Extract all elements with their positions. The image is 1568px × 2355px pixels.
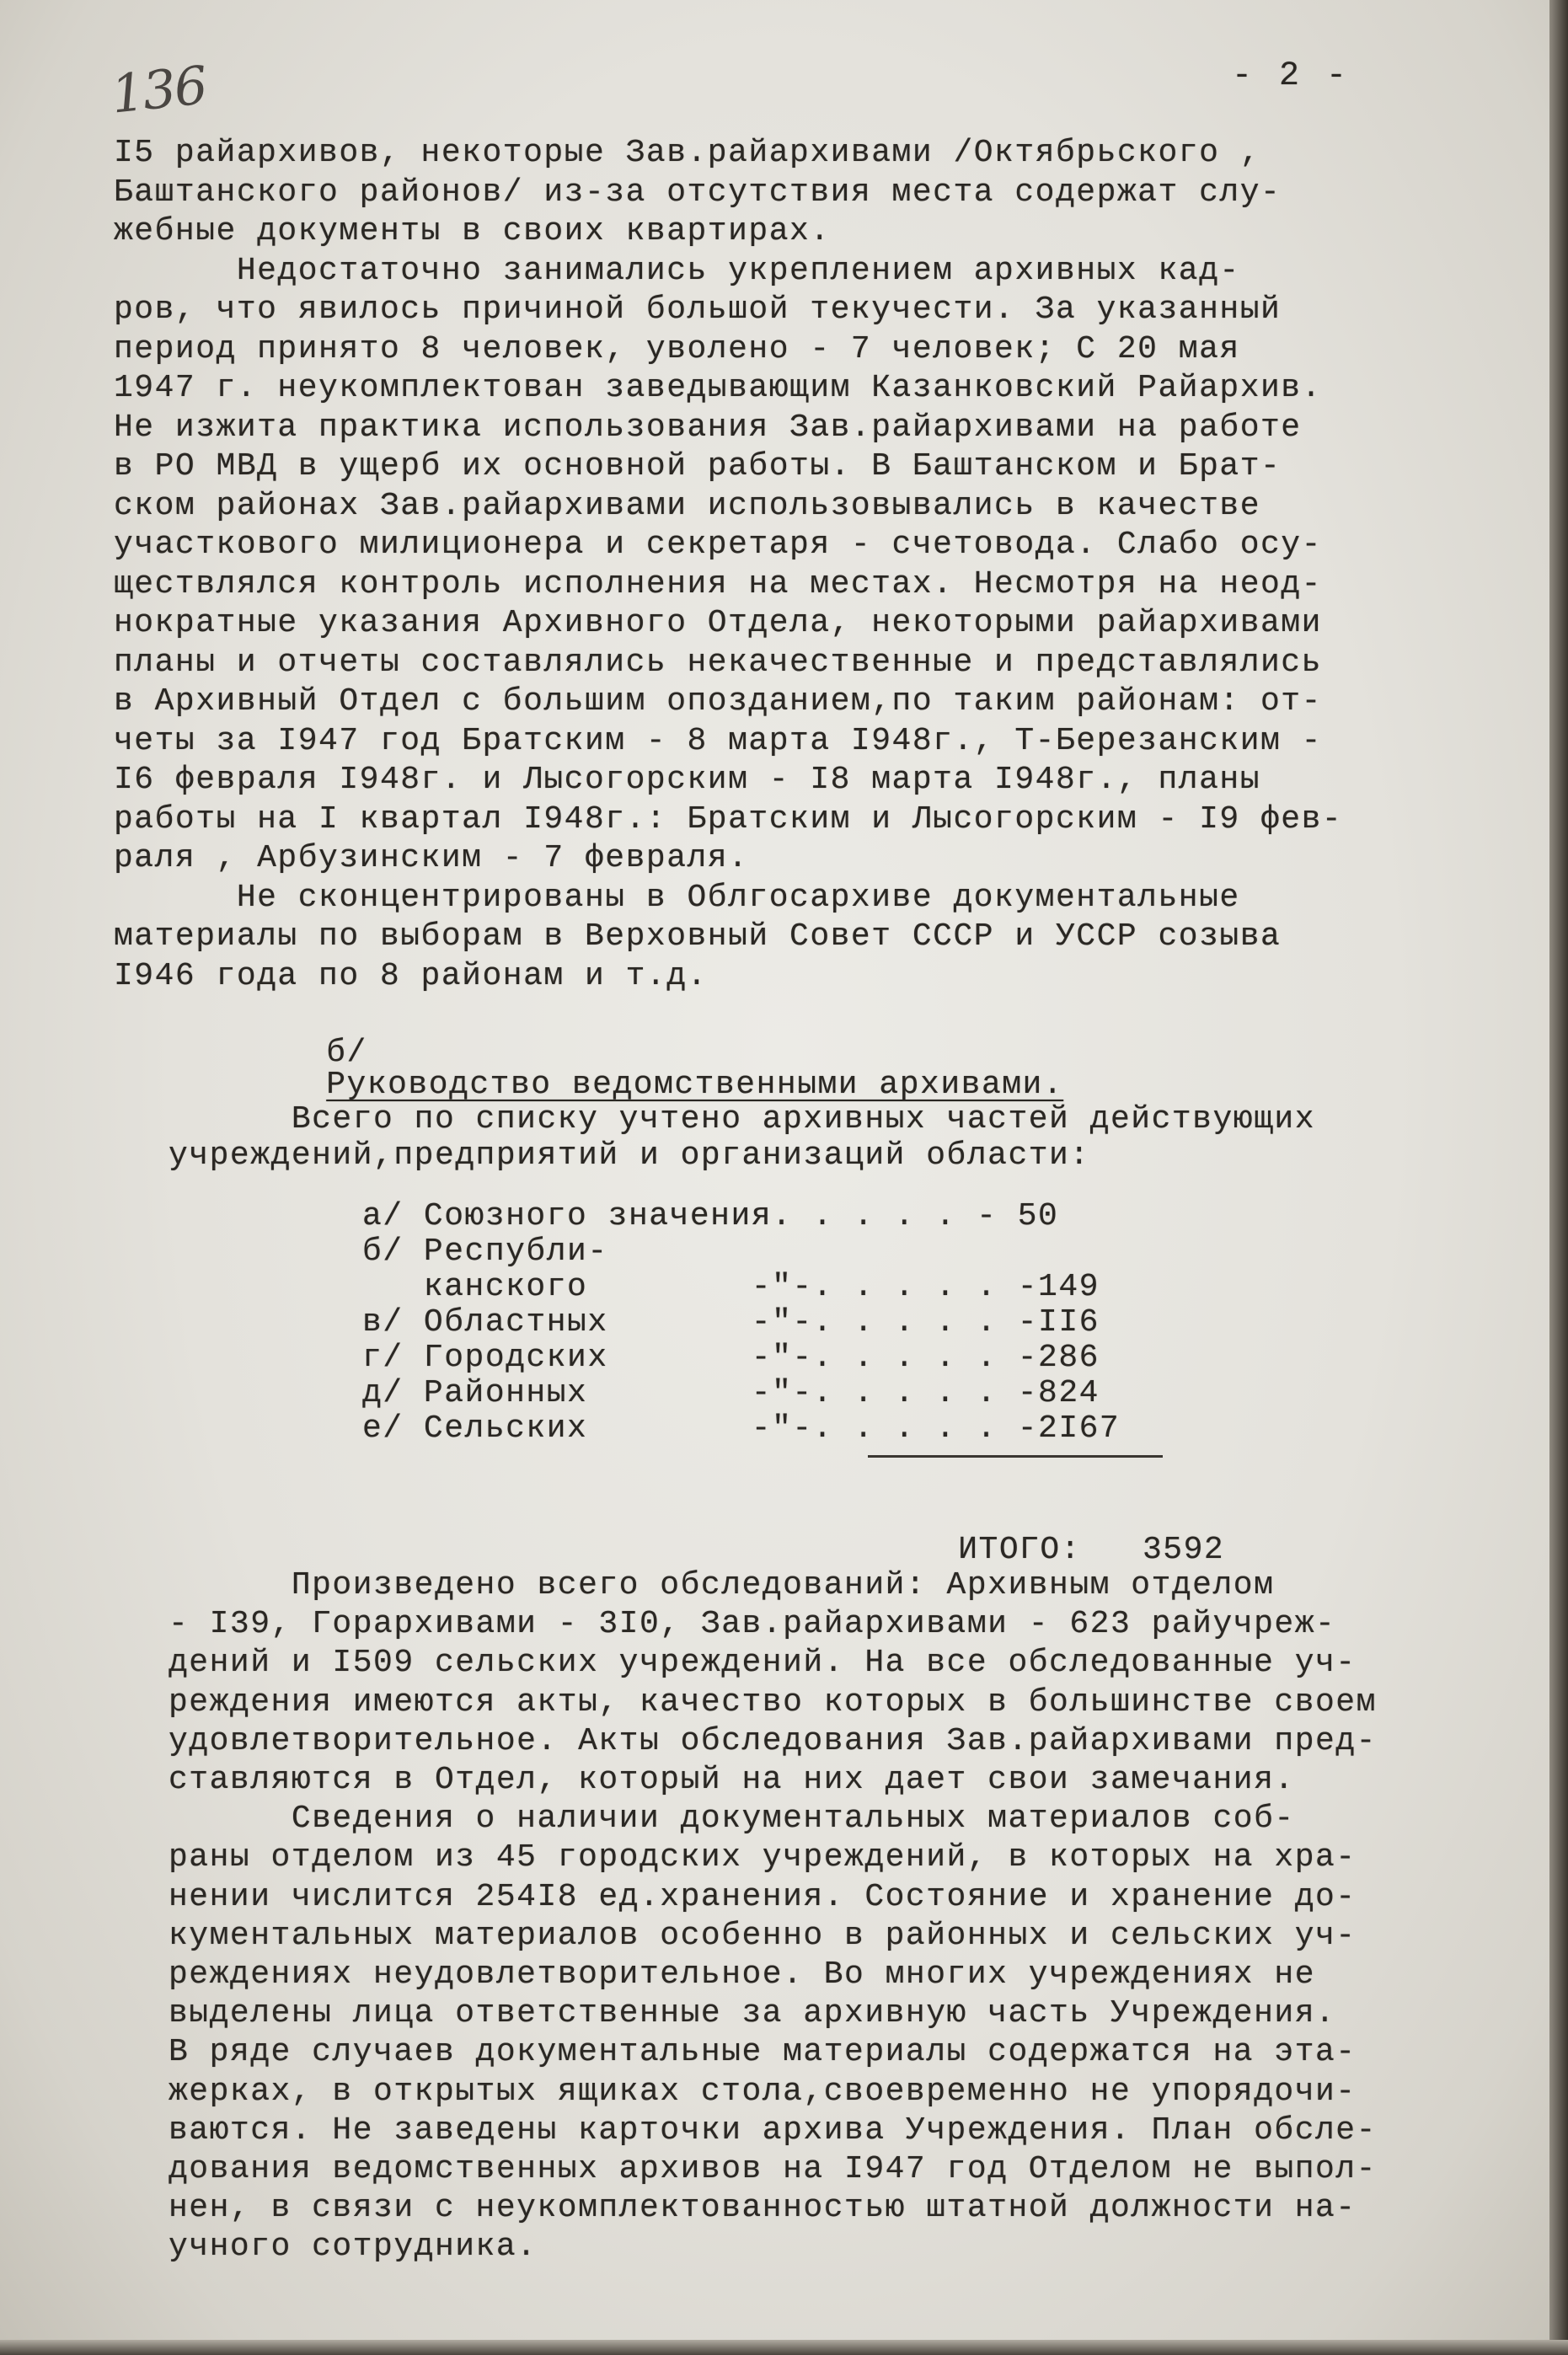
text-line: выделены лица ответственные за архивную часть Учреждения. [169, 1995, 1336, 2032]
text-line: жерках, в открытых ящиках стола,своевременно не упорядочи- [169, 2073, 1357, 2110]
text-line: ставляются в Отдел, который на них дает свои замечания. [169, 1762, 1295, 1798]
text-line: период принято 8 человек, уволено - 7 человек; С 20 мая [114, 330, 1240, 367]
text-line: в РО МВД в ущерб их основной работы. В Баштанском и Брат- [114, 448, 1282, 484]
text-line: материалы по выборам в Верховный Совет СССР и УССР созыва [114, 918, 1282, 955]
count-row: е/ Сельских -"-. . . . . -2I67 [362, 1410, 1121, 1447]
text-line: раля , Арбузинским - 7 февраля. [114, 840, 749, 876]
count-row: б/ Республи- [362, 1234, 608, 1270]
text-line: раны отделом из 45 городских учреждений, в которых на хра- [169, 1839, 1357, 1876]
handwritten-folio-number: 136 [108, 54, 209, 126]
page-number: - 2 - [1232, 57, 1351, 95]
text-line: работы на I квартал I948г.: Братским и Лысогорским - I9 фев- [114, 800, 1343, 838]
text-line: I6 февраля I948г. и Лысогорским - I8 марта I948г., планы [114, 762, 1261, 798]
text-line: учного сотрудника. [169, 2229, 538, 2266]
section-prefix: б/ [326, 1035, 367, 1071]
text-line: Всего по списку учтено архивных частей действующих [169, 1101, 1316, 1137]
text-line: I5 райархивов, некоторые Зав.райархивами /Октябрьского , [114, 135, 1261, 171]
text-line: Произведено всего обследований: Архивным отделом [169, 1567, 1275, 1603]
text-line: учреждений,предприятий и организаций области: [169, 1137, 1090, 1174]
text-line: ществлялся контроль исполнения на местах. Несмотря на неод- [114, 565, 1322, 602]
section-title: Руководство ведомственными архивами. [326, 1067, 1064, 1103]
text-line: участкового милиционера и секретаря - счетовода. Слабо осу- [114, 527, 1322, 563]
text-line: Сведения о наличии документальных материалов соб- [169, 1801, 1295, 1838]
text-line: Не изжита практика использования Зав.райархивами на работе [114, 409, 1302, 446]
text-line: жебные документы в своих квартирах. [114, 213, 831, 249]
text-line: нении числится 254I8 ед.хранения. Состояние и хранение до- [169, 1878, 1357, 1915]
count-row: д/ Районных -"-. . . . . -824 [362, 1375, 1100, 1411]
page-edge-shadow [1549, 0, 1568, 2355]
count-row: а/ Союзного значения. . . . . - 50 [362, 1198, 1059, 1234]
text-line: планы и отчеты составлялись некачественные и представлялись [114, 644, 1322, 681]
count-row: г/ Городских -"-. . . . . -286 [362, 1340, 1100, 1376]
total-divider-line [868, 1455, 1163, 1458]
text-line: реждениях неудовлетворительное. Во многих учреждениях не [169, 1956, 1316, 1993]
text-line: кументальных материалов особенно в районных и сельских уч- [169, 1917, 1357, 1954]
count-row: в/ Областных -"-. . . . . -II6 [362, 1304, 1100, 1341]
text-line: - I39, Горархивами - 3I0, Зав.райархивами - 623 райучреж- [169, 1606, 1336, 1643]
text-line: дования ведомственных архивов на I947 год Отделом не выпол- [169, 2151, 1377, 2187]
total-label: ИТОГО: [958, 1532, 1082, 1568]
text-line: Баштанского районов/ из-за отсутствия места содержат слу- [114, 174, 1282, 211]
text-line: реждения имеются акты, качество которых в большинстве своем [169, 1683, 1377, 1721]
text-line: ваются. Не заведены карточки архива Учреждения. План обсле- [169, 2111, 1377, 2149]
count-row: канского -"-. . . . . -149 [362, 1269, 1100, 1305]
page-bottom-shadow [0, 2340, 1568, 2355]
total-value: 3592 [1142, 1532, 1225, 1568]
text-line: 1947 г. неукомплектован заведывающим Казанковский Райархив. [114, 370, 1322, 406]
text-line: В ряде случаев документальные материалы содержатся на эта- [169, 2034, 1357, 2071]
text-line: нократные указания Архивного Отдела, некоторыми райархивами [114, 605, 1322, 641]
text-line: Недостаточно занимались укреплением архивных кад- [114, 252, 1240, 289]
text-line: дений и I509 сельских учреждений. На все обследованные уч- [169, 1645, 1357, 1682]
text-line: ском районах Зав.райархивами использовывались в качестве [114, 487, 1261, 524]
text-line: Не сконцентрированы в Облгосархиве документальные [114, 879, 1240, 916]
text-line: I946 года по 8 районам и т.д. [114, 957, 708, 994]
text-line: нен, в связи с неукомплектованностью штатной должности на- [169, 2190, 1357, 2227]
text-line: ров, что явилось причиной большой текучести. За указанный [114, 292, 1282, 328]
text-line: в Архивный Отдел с большим опозданием,по таким районам: от- [114, 683, 1322, 720]
text-line: четы за I947 год Братским - 8 марта I948г., Т-Березанским - [114, 722, 1322, 759]
text-line: удовлетворительное. Акты обследования Зав.райархивами пред- [169, 1722, 1377, 1759]
